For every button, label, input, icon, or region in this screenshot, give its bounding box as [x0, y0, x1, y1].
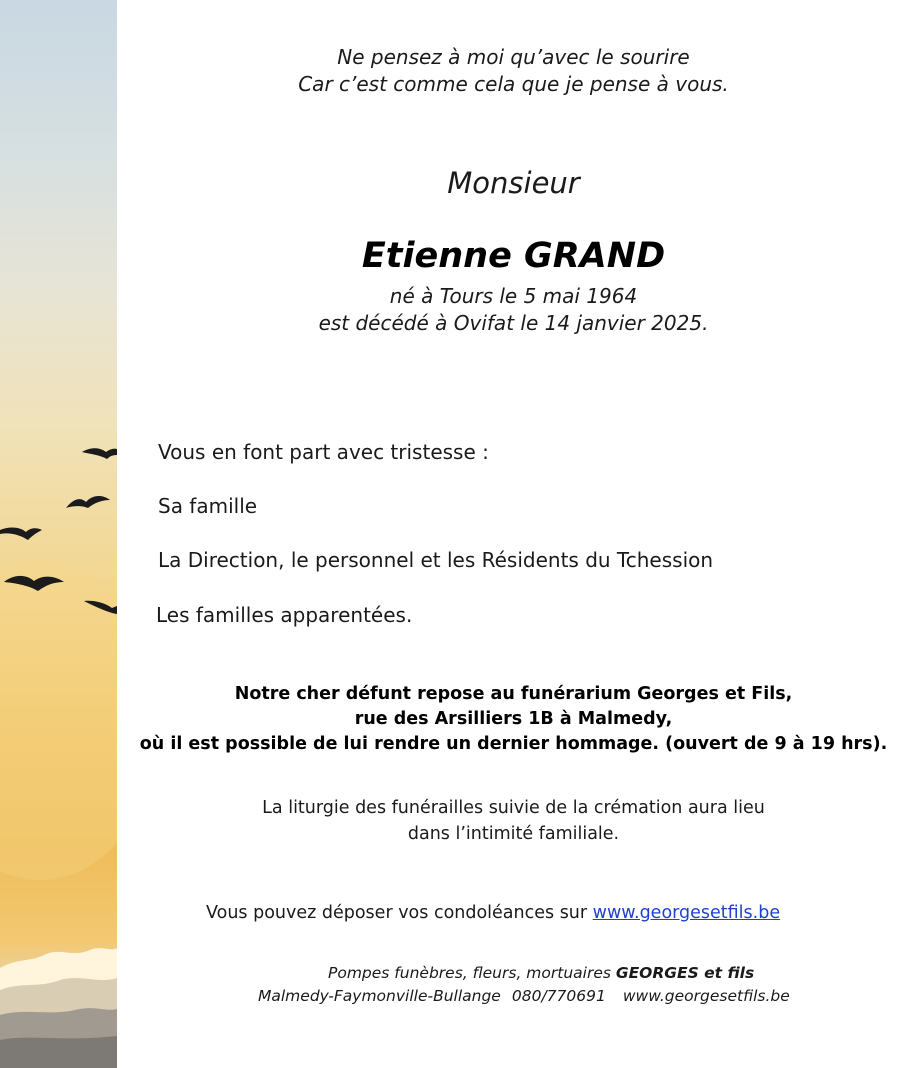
liturgy-line-2: dans l’intimité familiale.	[407, 824, 620, 844]
sunset-birds-image	[0, 0, 117, 1068]
footer-locations: Malmedy-Faymonville-Bullange	[258, 987, 501, 1005]
liturgy-line-1: La liturgie des funérailles suivie de la crémation aura lieu	[262, 798, 765, 818]
condolences-text: Vous pouvez déposer vos condoléances sur	[206, 903, 593, 923]
visitation-line-3: où il est possible de lui rendre un dernier hommage. (ouvert de 9 à 19 hrs).	[139, 734, 888, 754]
visitation-line-1: Notre cher défunt repose au funérarium Georges et Fils,	[234, 684, 793, 704]
condolences-link[interactable]: www.georgesetfils.be	[592, 903, 781, 923]
footer-prefix: Pompes funèbres, fleurs, mortuaires	[328, 964, 616, 982]
footer-website: www.georgesetfils.be	[622, 987, 790, 1005]
family-line: Sa famille	[158, 494, 258, 518]
deceased-name: Etienne GRAND	[361, 236, 666, 276]
birth-info: né à Tours le 5 mai 1964	[389, 284, 638, 308]
birds-and-clouds-graphic	[0, 0, 117, 1068]
footer-phone: 080/770691	[511, 987, 606, 1005]
death-info: est décédé à Ovifat le 14 janvier 2025.	[318, 311, 709, 335]
quote-line-1: Ne pensez à moi qu’avec le sourire	[337, 45, 690, 69]
announcement-intro: Vous en font part avec tristesse :	[158, 440, 489, 464]
family-line: Les familles apparentées.	[156, 603, 413, 627]
footer-brand: GEORGES et fils	[615, 964, 755, 982]
condolences-line	[206, 903, 780, 923]
salutation: Monsieur	[447, 166, 580, 200]
visitation-line-2: rue des Arsilliers 1B à Malmedy,	[354, 709, 673, 729]
footer-line-2	[258, 987, 790, 1005]
family-line: La Direction, le personnel et les Résidents du Tchession	[158, 548, 714, 572]
footer-line-1	[328, 964, 754, 982]
quote-line-2: Car c’est comme cela que je pense à vous.	[298, 72, 729, 96]
